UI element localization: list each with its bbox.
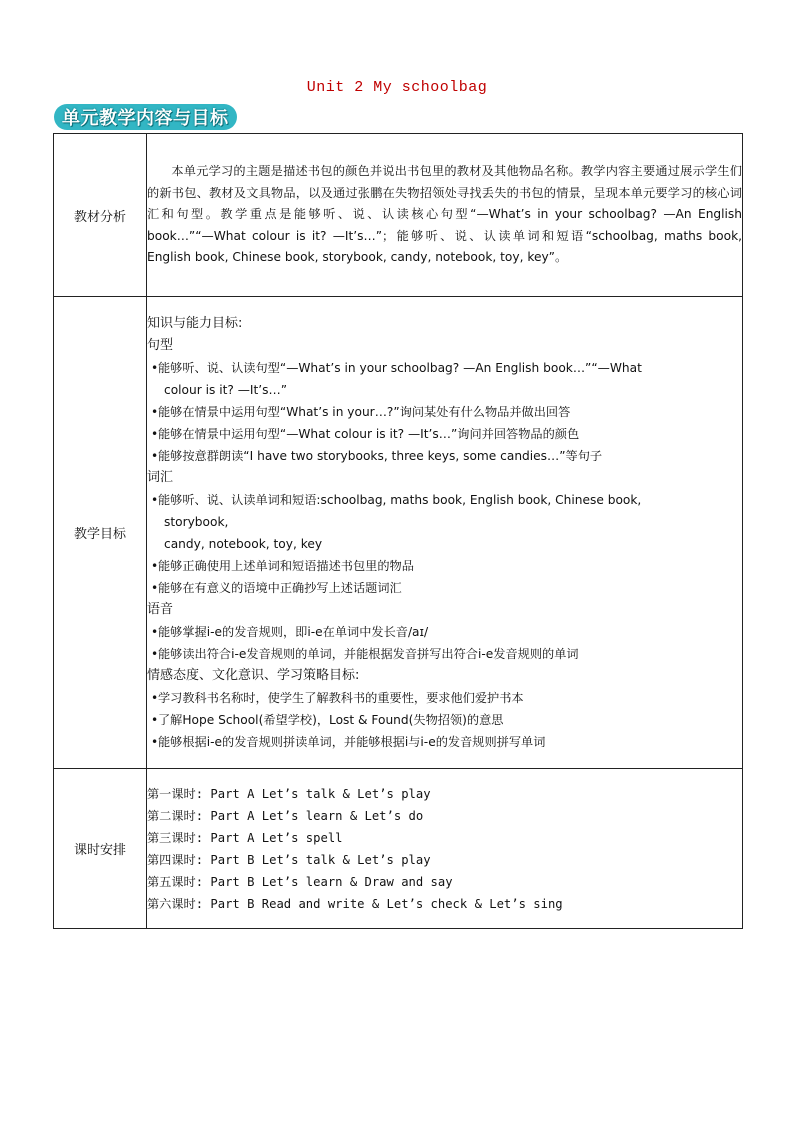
bullet-icon: •: [151, 558, 159, 573]
schedule-cell: [147, 769, 743, 929]
schedule-label: 课时安排: [54, 769, 147, 929]
analysis-cell: [147, 134, 743, 297]
bullet-icon: •: [151, 646, 159, 661]
bullet-icon: •: [151, 734, 159, 749]
list-item: •能够正确使用上述单词和短语描述书包里的物品: [147, 555, 742, 577]
bullet-icon: •: [151, 492, 159, 507]
bullet-icon: •: [151, 690, 159, 705]
analysis-row: [54, 134, 743, 297]
phonics-heading: 语音: [147, 601, 174, 617]
list-item-continuation: candy, notebook, toy, key: [164, 536, 323, 551]
list-item-continuation: colour is it? —It’s…”: [164, 382, 288, 397]
goals-label: 教学目标: [54, 297, 147, 769]
section-banner: [54, 104, 237, 130]
bullet-icon: •: [151, 426, 159, 441]
schedule-row: [54, 769, 743, 929]
unit-plan-table: [53, 133, 743, 929]
list-item: •能够听、说、认读单词和短语:schoolbag, maths book, English book, Chinese book,: [147, 489, 742, 511]
attitude-heading: 情感态度、文化意识、学习策略目标:: [147, 667, 360, 683]
list-item: •能够掌握i-e的发音规则，即i-e在单词中发长音/aɪ/: [147, 621, 742, 643]
section-banner-text: 单元教学内容与目标: [62, 108, 229, 129]
bullet-icon: •: [151, 404, 159, 419]
lesson-item: 第四课时: Part B Let’s talk & Let’s play: [147, 852, 431, 867]
bullet-icon: •: [151, 580, 159, 595]
bullet-icon: •: [151, 360, 159, 375]
list-item: •能够在情景中运用句型“What’s in your…?”询问某处有什么物品并做出回答: [147, 401, 742, 423]
document-title: Unit 2 My schoolbag: [306, 79, 488, 96]
list-item: •能够听、说、认读句型“—What’s in your schoolbag? —An English book…”“—What: [147, 357, 742, 379]
list-item: •了解Hope School(希望学校)，Lost & Found(失物招领)的意思: [147, 709, 742, 731]
list-item-continuation: storybook,: [164, 514, 229, 529]
sentence-heading: 句型: [147, 337, 174, 353]
list-item: •能够在有意义的语境中正确抄写上述话题词汇: [147, 577, 742, 599]
bullet-icon: •: [151, 624, 159, 639]
list-item: •能够在情景中运用句型“—What colour is it? —It’s…”询问并回答物品的颜色: [147, 423, 742, 445]
list-item: •学习教科书名称时，使学生了解教科书的重要性，要求他们爱护书本: [147, 687, 742, 709]
analysis-label: 教材分析: [54, 134, 147, 297]
goals-row: [54, 297, 743, 769]
analysis-text: 本单元学习的主题是描述书包的颜色并说出书包里的教材及其他物品名称。教学内容主要通过展示学生们的新书包、教材及文具物品，以及通过张鹏在失物招领处寻找丢失的书包的情景，呈现本单元要学习的核心词汇和句型。教学重点是能够听、说、认读核心句型“—What’s in your schoolbag? —An English book…”“—What colour is it? —It’s…”；能够听、说、认读单词和短语“schoolbag, maths book, English book, Chinese book, storybook, candy, notebook, toy, key”。: [147, 164, 742, 265]
list-item: •能够按意群朗读“I have two storybooks, three keys, some candies…”等句子: [147, 445, 742, 467]
list-item: •能够根据i-e的发音规则拼读单词，并能够根据i与i-e的发音规则拼写单词: [147, 731, 742, 753]
lesson-item: 第一课时: Part A Let’s talk & Let’s play: [147, 786, 431, 801]
goals-cell: [147, 297, 743, 769]
knowledge-goals-heading: 知识与能力目标:: [147, 315, 243, 331]
lesson-item: 第三课时: Part A Let’s spell: [147, 830, 343, 845]
lesson-item: 第六课时: Part B Read and write & Let’s check & Let’s sing: [147, 896, 563, 911]
bullet-icon: •: [151, 448, 159, 463]
bullet-icon: •: [151, 712, 159, 727]
list-item: •能够读出符合i-e发音规则的单词，并能根据发音拼写出符合i-e发音规则的单词: [147, 643, 742, 665]
lesson-item: 第二课时: Part A Let’s learn & Let’s do: [147, 808, 424, 823]
vocab-heading: 词汇: [147, 469, 174, 485]
lesson-item: 第五课时: Part B Let’s learn & Draw and say: [147, 874, 453, 889]
